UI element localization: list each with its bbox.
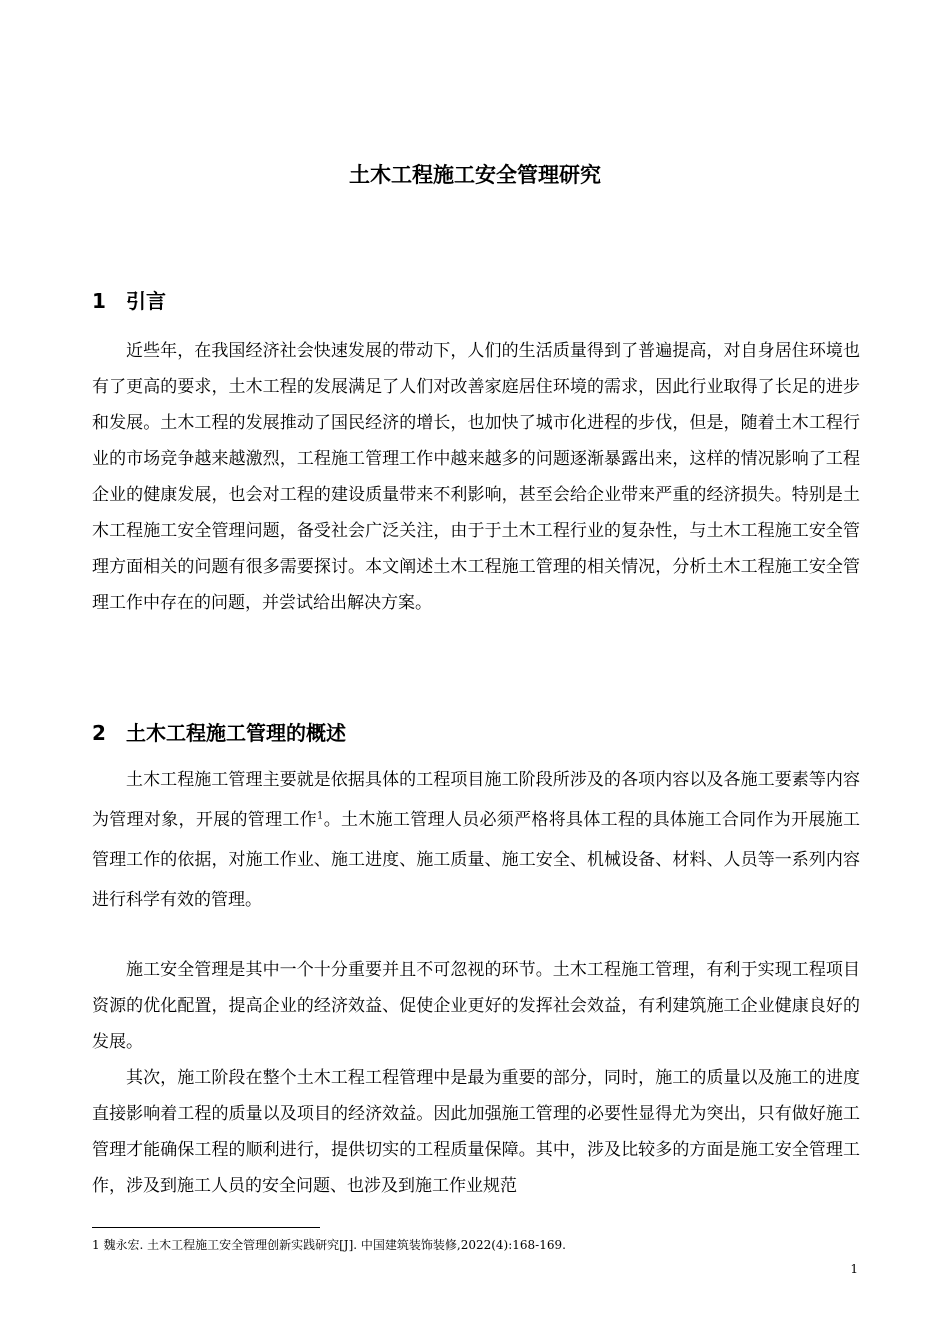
section-2-heading bbox=[92, 719, 346, 747]
section-2-title: 土木工程施工管理的概述 bbox=[126, 721, 346, 745]
footnote-reference[interactable]: 1 bbox=[317, 810, 324, 822]
section-1-heading bbox=[92, 287, 166, 315]
section-1-paragraph: 近些年，在我国经济社会快速发展的带动下，人们的生活质量得到了普遍提高，对自身居住环境也有了更高的要求，土木工程的发展满足了人们对改善家庭居住环境的需求，因此行业取得了长足的进步和发展。土木工程的发展推动了国民经济的增长，也加快了城市化进程的步伐，但是，随着土木工程行业的市场竞争越来越激烈，工程施工管理工作中越来越多的问题逐渐暴露出来，这样的情况影响了工程企业的健康发展，也会对工程的建设质量带来不利影响，甚至会给企业带来严重的经济损失。特别是土木工程施工安全管理问题，备受社会广泛关注，由于于土木工程行业的复杂性，与土木工程施工安全管理方面相关的问题有很多需要探讨。本文阐述土木工程施工管理的相关情况，分析土木工程施工安全管理工作中存在的问题，并尝试给出解决方案。 bbox=[92, 341, 860, 613]
document-title: 土木工程施工安全管理研究 bbox=[349, 163, 601, 187]
footnote-text: 1 魏永宏. 土木工程施工安全管理创新实践研究[J]. 中国建筑装饰装修,2022(4):168-169. bbox=[92, 1238, 566, 1252]
section-2-number: 2 bbox=[92, 721, 106, 745]
section-1-title: 引言 bbox=[126, 289, 166, 313]
paragraph-1-text-a: 土木工程施工管理主要就是依据具体的工程项目施工阶段所涉及的各项内容以及各施工要素等内容为管理对象，开展的管理工作 bbox=[92, 770, 860, 830]
paragraph-1-text-b: 。土木施工管理人员必须严格将具体工程的具体施工合同作为开展施工管理工作的依据，对施工作业、施工进度、施工质量、施工安全、机械设备、材料、人员等一系列内容进行科学有效的管理。 bbox=[92, 810, 861, 910]
section-2-paragraph-3: 其次，施工阶段在整个土木工程工程管理中是最为重要的部分，同时，施工的质量以及施工的进度直接影响着工程的质量以及项目的经济效益。因此加强施工管理的必要性显得尤为突出，只有做好施工管理才能确保工程的顺利进行，提供切实的工程质量保障。其中，涉及比较多的方面是施工安全管理工作，涉及到施工人员的安全问题、也涉及到施工作业规范 bbox=[92, 1068, 860, 1196]
section-2-paragraph-2: 施工安全管理是其中一个十分重要并且不可忽视的环节。土木工程施工管理，有利于实现工程项目资源的优化配置，提高企业的经济效益、促使企业更好的发挥社会效益，有利建筑施工企业健康良好的发展。 bbox=[92, 960, 860, 1052]
page-number: 1 bbox=[850, 1262, 858, 1276]
footnote-divider bbox=[92, 1227, 320, 1228]
section-2-paragraph-1 bbox=[92, 760, 860, 920]
section-1-number: 1 bbox=[92, 289, 106, 313]
